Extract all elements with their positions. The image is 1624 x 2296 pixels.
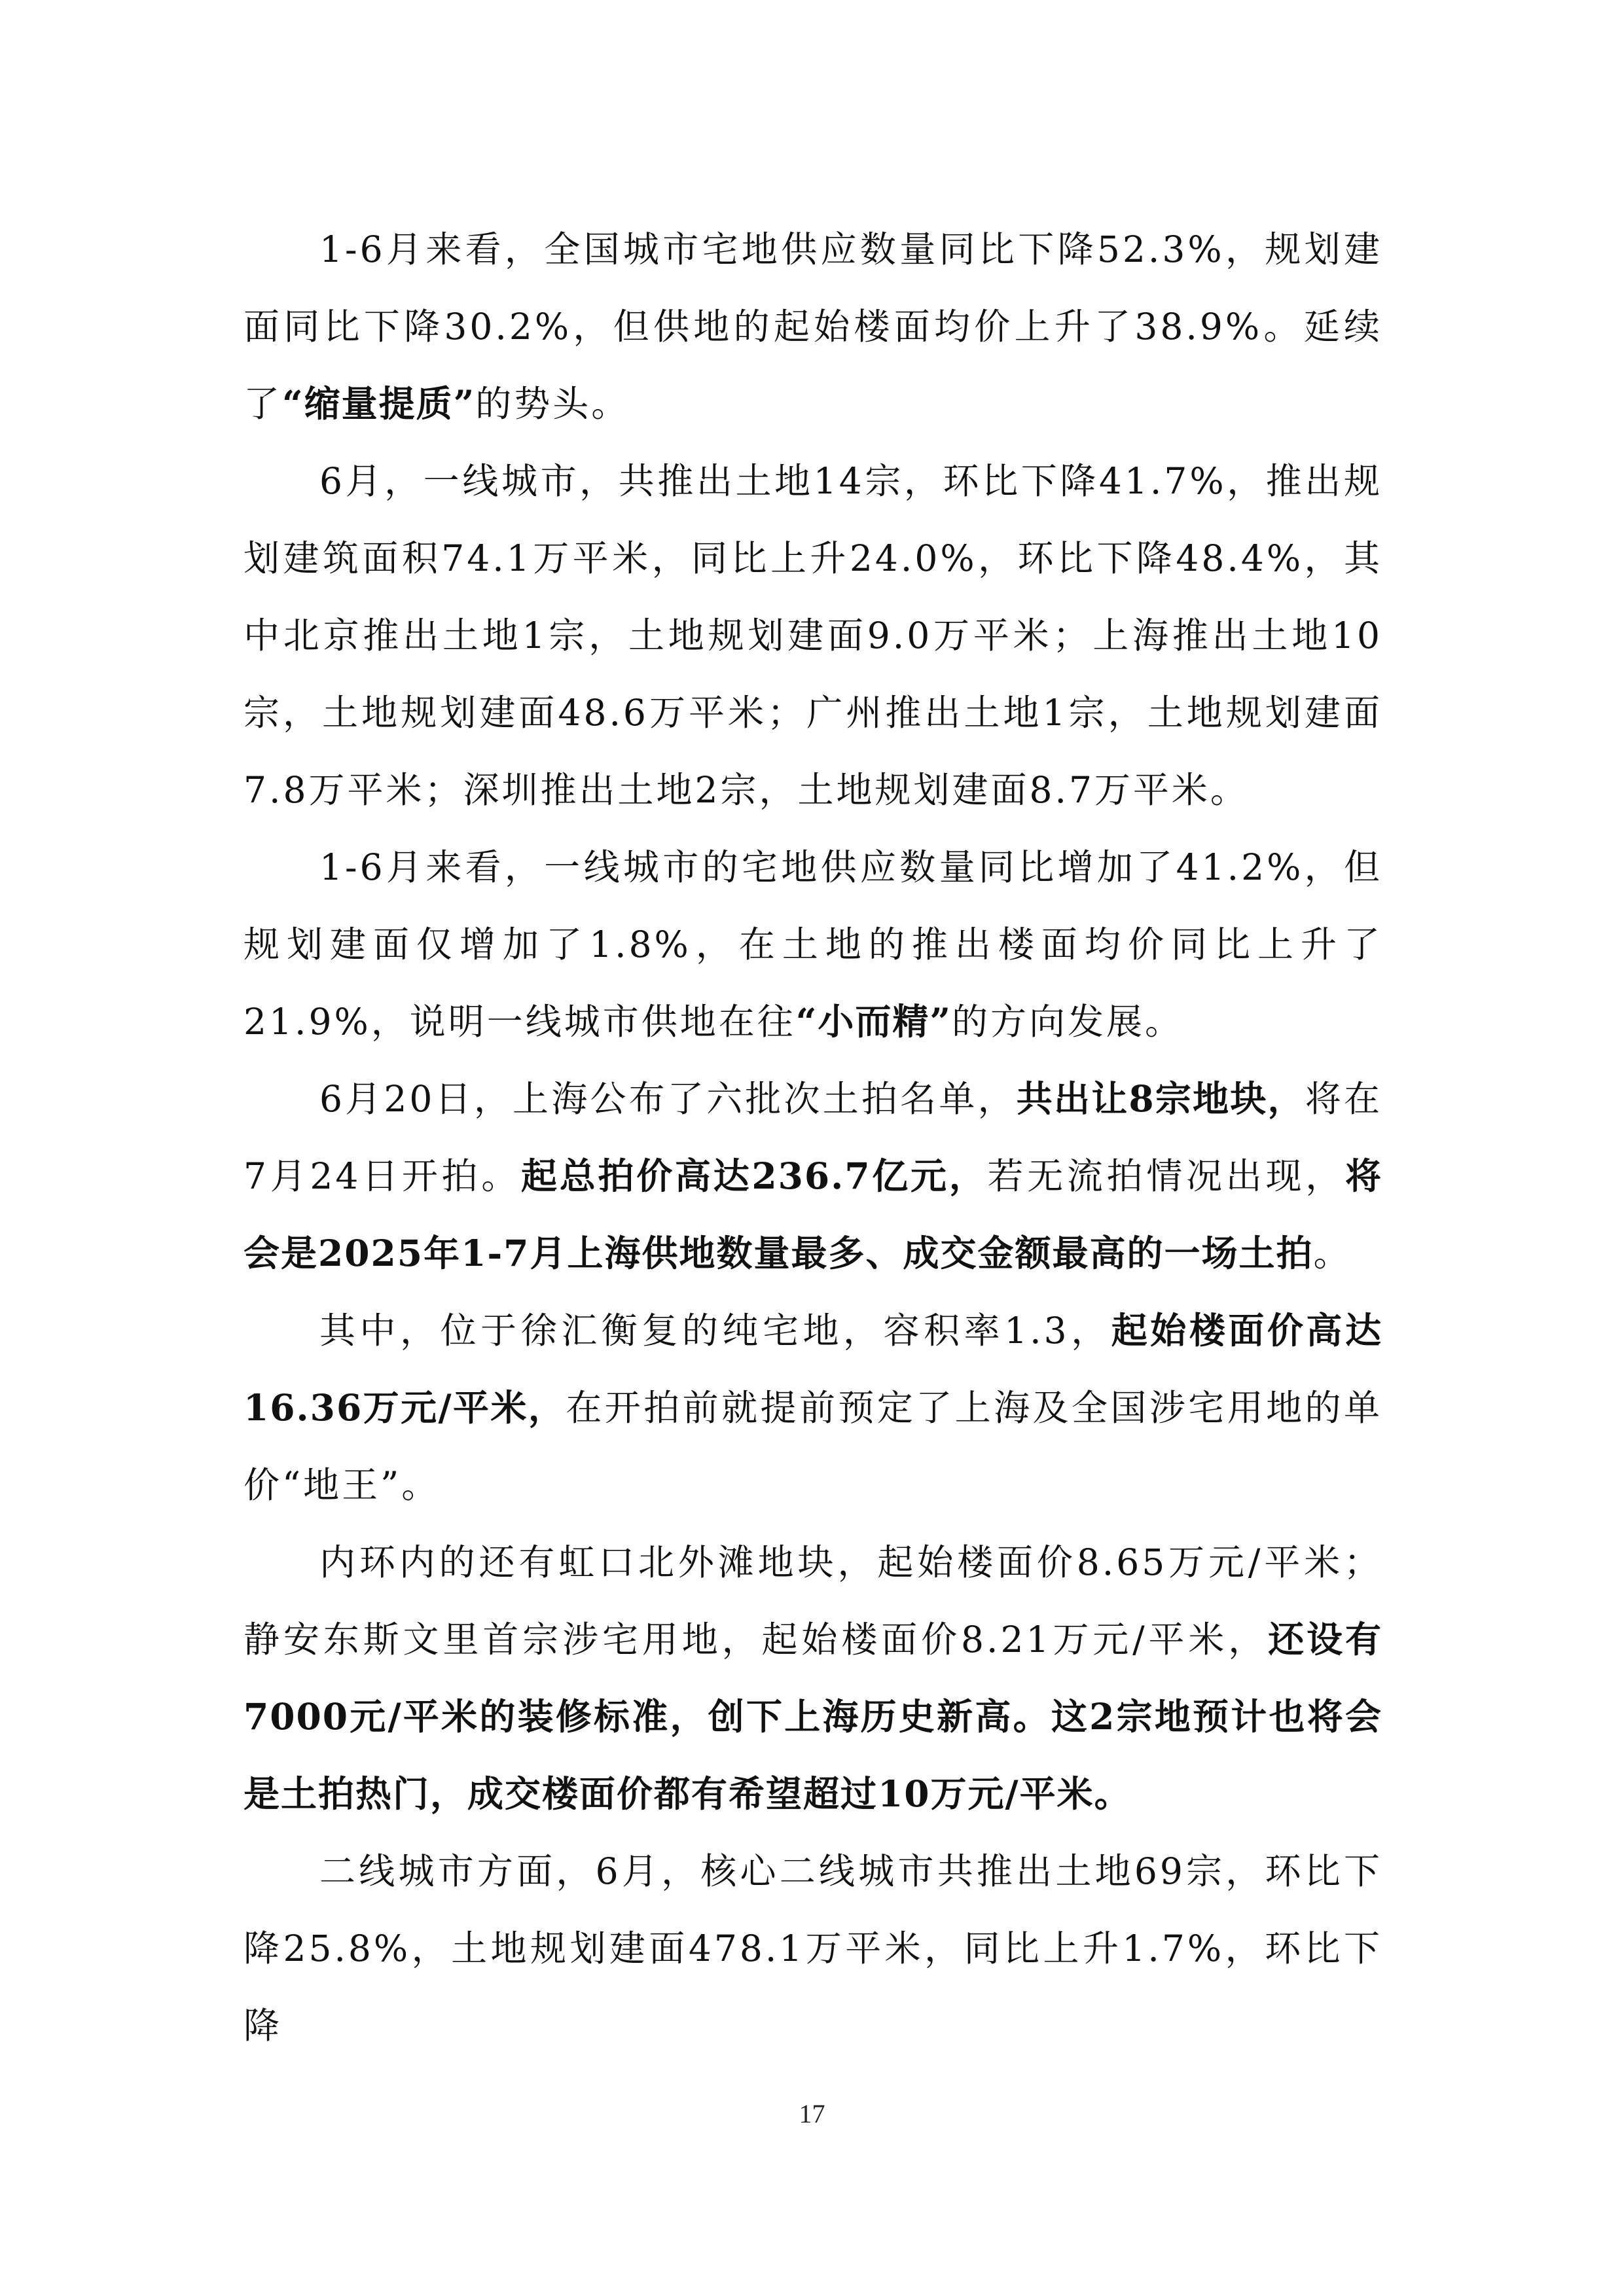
paragraph-5 <box>244 1292 1382 1524</box>
body-text <box>244 211 1382 2064</box>
text-run: 。 <box>1313 1232 1352 1274</box>
text-run: 1-6月来看，全国城市宅地供应数量同比下降52.3%，规划建面同比下降30.2%，但供地的起始楼面均价上升了38.9%。延续了 <box>244 228 1382 425</box>
paragraph-1 <box>244 211 1382 442</box>
text-run: 将在7月24日开拍。 <box>244 1078 1382 1197</box>
text-run: 其中，位于徐汇衡复的纯宅地，容积率1.3， <box>319 1310 1111 1352</box>
text-run: 6月，一线城市，共推出土地14宗，环比下降41.7%，推出规划建筑面积74.1万平米，同比上升24.0%，环比下降48.4%，其中北京推出土地1宗，土地规划建面9.0万平米；上海推出土地10宗，土地规划建面48.6万平米；广州推出土地1宗，土地规划建面7.8万平米；深圳推出土地2宗，土地规划建面8.7万平米。 <box>244 460 1382 811</box>
paragraph-7 <box>244 1833 1382 2064</box>
text-run: 的势头。 <box>475 383 630 425</box>
bold-text-run: 还设有7000元/平米的装修标准，创下上海历史新高。这2宗地预计也将会是土拍热门，成交楼面价都有希望超过10万元/平米。 <box>244 1618 1382 1815</box>
text-run: 1-6月来看，一线城市的宅地供应数量同比增加了41.2%，但规划建面仅增加了1.8%，在土地的推出楼面均价同比上升了21.9%，说明一线城市供地在往 <box>244 846 1382 1043</box>
bold-text-run: 共出让8宗地块， <box>1016 1077 1305 1120</box>
text-run: 6月20日，上海公布了六批次土拍名单， <box>319 1078 1017 1120</box>
page-number: 17 <box>799 2099 825 2128</box>
text-run: 若无流拍情况出现， <box>987 1155 1345 1197</box>
paragraph-3 <box>244 829 1382 1060</box>
bold-text-run: 起总拍价高达236.7亿元， <box>521 1155 988 1197</box>
bold-text-run: 起始楼面价高达16.36万元/平米， <box>244 1309 1382 1429</box>
text-run: 在开拍前就提前预定了上海及全国涉宅用地的单价“地王”。 <box>244 1387 1382 1506</box>
paragraph-4 <box>244 1060 1382 1292</box>
paragraph-2 <box>244 442 1382 829</box>
bold-text-run: 将会是2025年1-7月上海供地数量最多、成交金额最高的一场土拍 <box>244 1155 1382 1274</box>
paragraph-6 <box>244 1524 1382 1833</box>
text-run: 的方向发展。 <box>952 1001 1184 1043</box>
bold-text-run: “小而精” <box>795 1000 952 1043</box>
text-run: 二线城市方面，6月，核心二线城市共推出土地69宗，环比下降25.8%，土地规划建面478.1万平米，同比上升1.7%，环比下降 <box>244 1850 1382 2047</box>
text-run: 内环内的还有虹口北外滩地块，起始楼面价8.65万元/平米；静安东斯文里首宗涉宅用地，起始楼面价8.21万元/平米， <box>244 1541 1382 1660</box>
bold-text-run: “缩量提质” <box>282 382 476 425</box>
